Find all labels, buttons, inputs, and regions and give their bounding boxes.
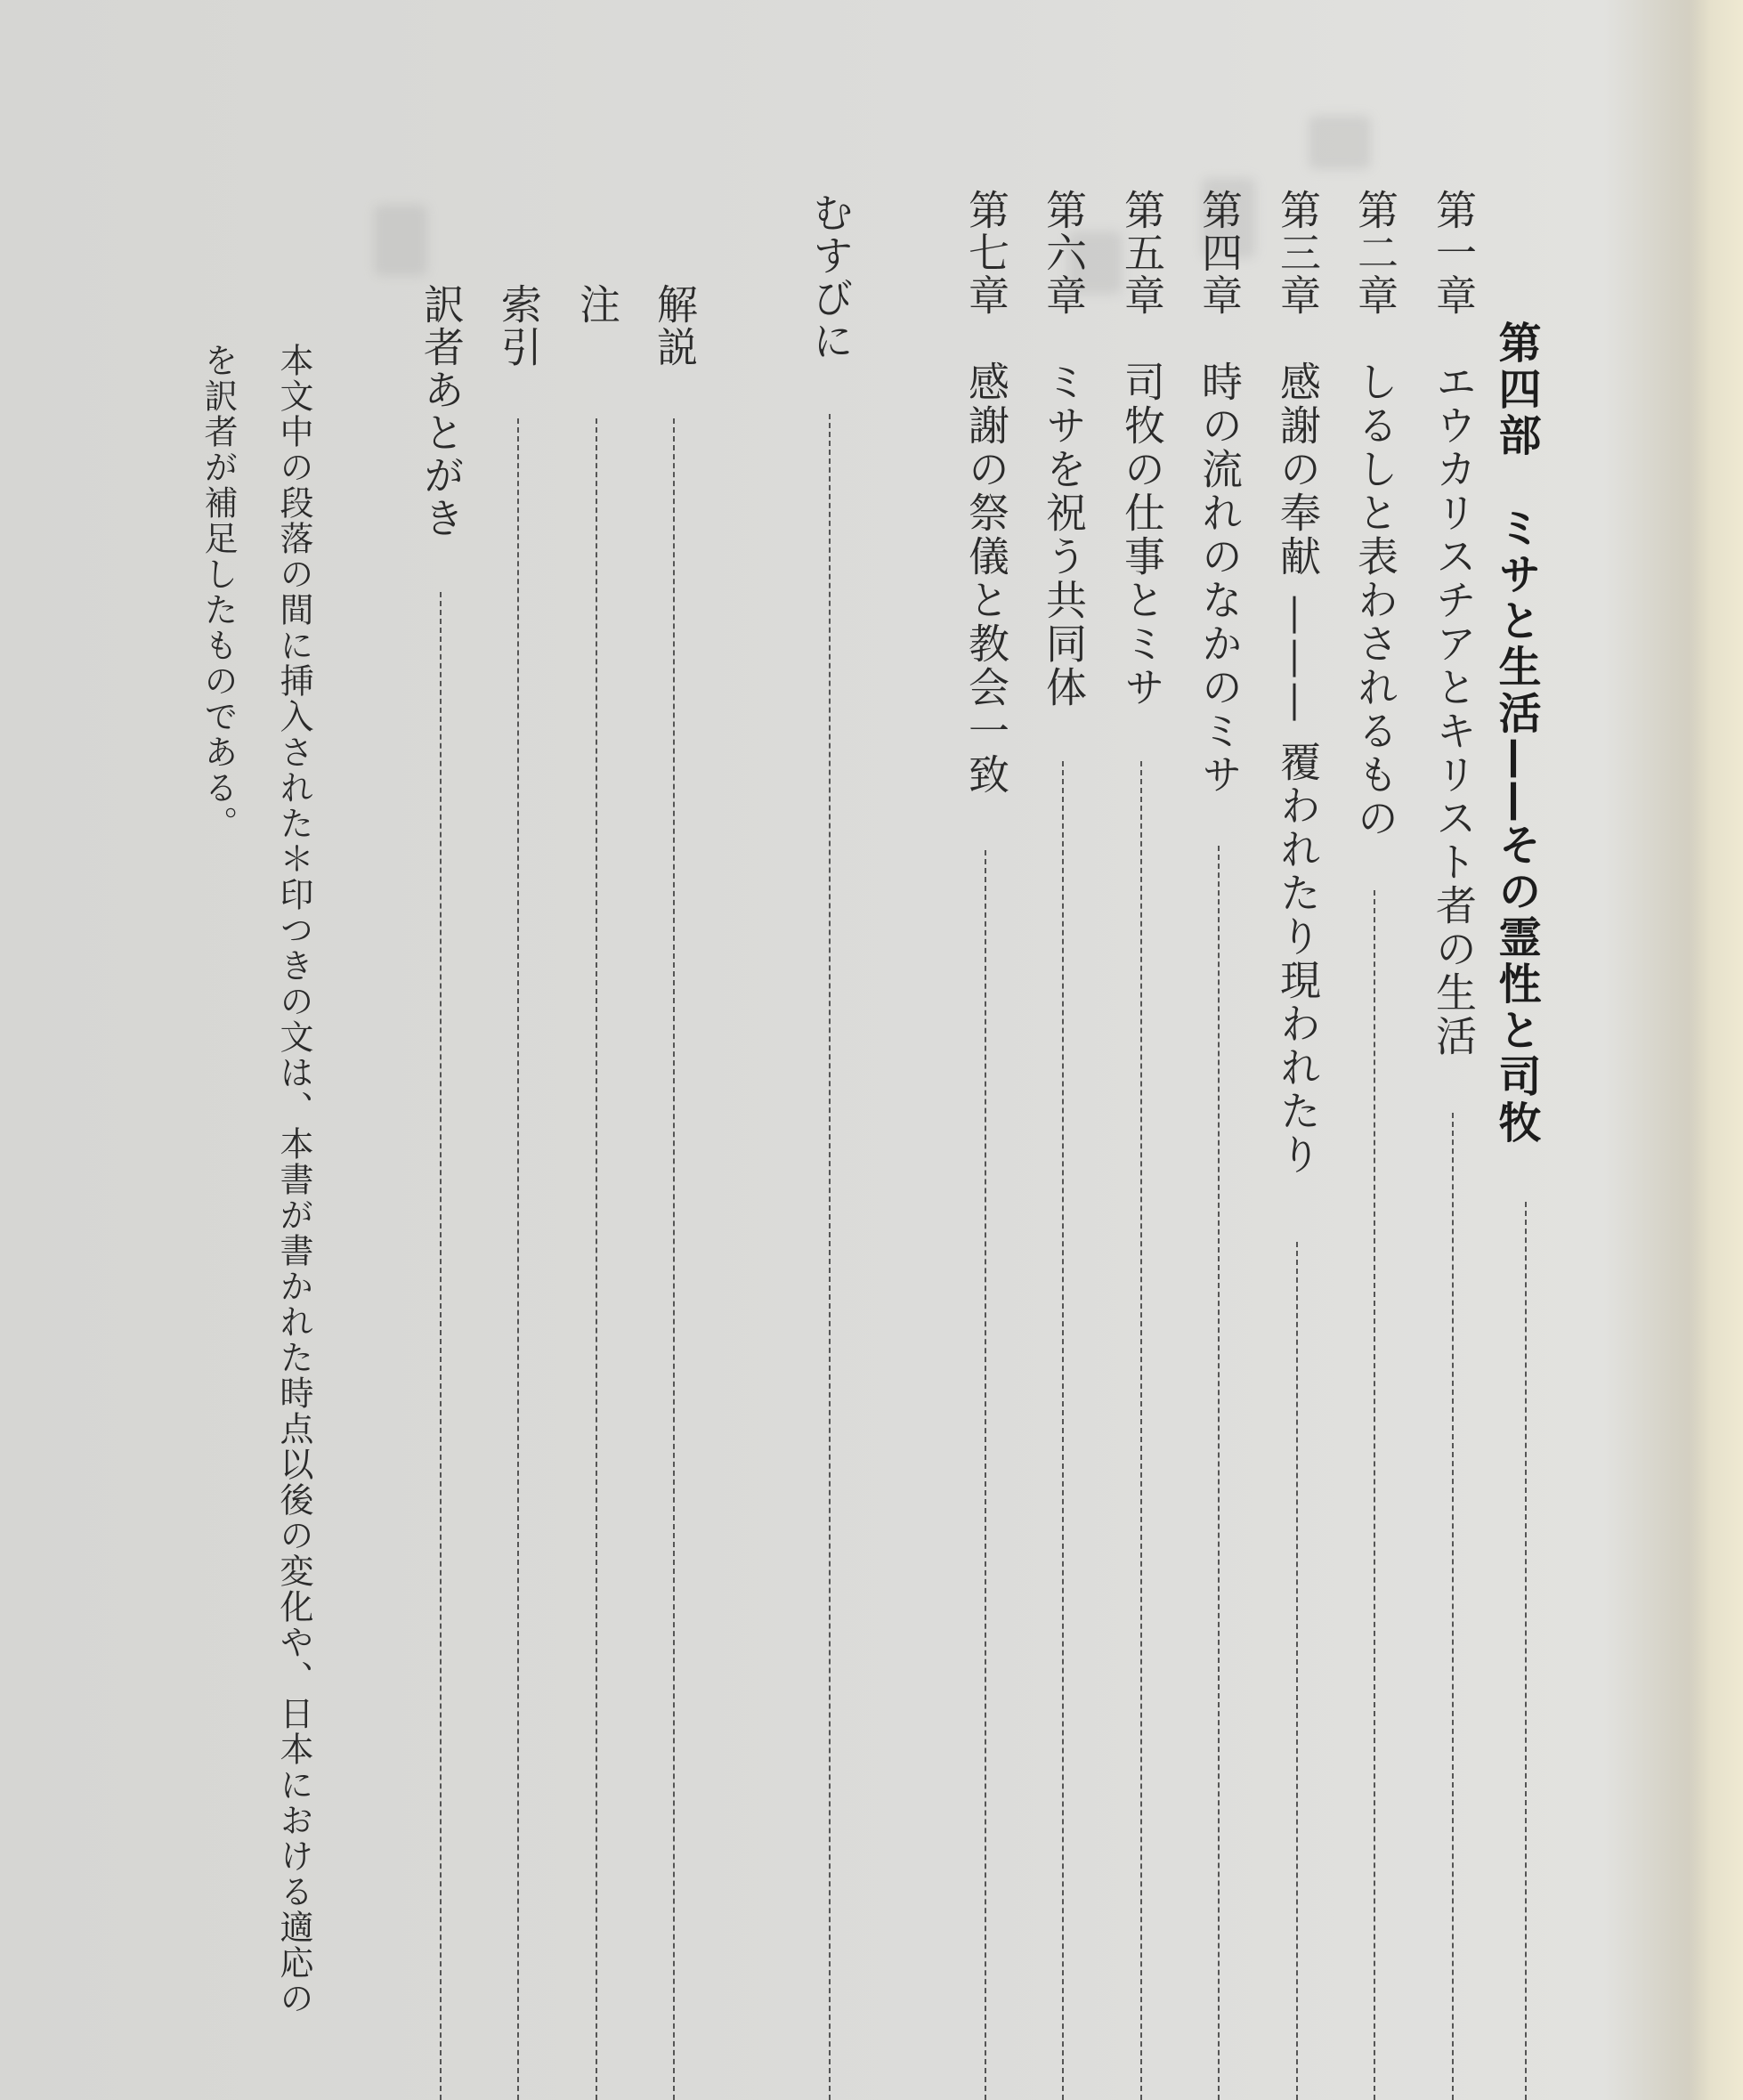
- back-matter-label: むすびに: [807, 191, 855, 362]
- chapter-number: 第二章: [1351, 189, 1399, 317]
- back-matter-label: 索引: [495, 283, 543, 369]
- back-matter-label: 解説: [651, 283, 699, 369]
- chapter-title: 時の流れのなかのミサ: [1196, 361, 1244, 797]
- note-line-1: 本文中の段落の間に挿入された＊印つきの文は、本書が書かれた時点以後の変化や、日本における適応の: [274, 343, 313, 2016]
- part-number: 第四部: [1491, 320, 1541, 459]
- chapter-number: 第四章: [1196, 189, 1244, 317]
- chapter-title: エウカリスチアとキリスト者の生活: [1430, 361, 1478, 1058]
- chapter-4[interactable]: [1188, 0, 1251, 2100]
- chapter-number: 第七章: [962, 189, 1010, 317]
- back-matter-notes[interactable]: [566, 0, 628, 2100]
- note-line-2: を訳者が補足したものである。: [199, 343, 238, 841]
- chapter-2[interactable]: [1344, 0, 1407, 2100]
- dotted-leader: [1218, 846, 1220, 2100]
- chapter-title: 司牧の仕事とミサ: [1118, 361, 1166, 709]
- dotted-leader: [1452, 1113, 1454, 2100]
- part-title: ミサと生活: [1491, 506, 1541, 737]
- part-subtitle: その霊性と司牧: [1491, 823, 1541, 1147]
- back-matter-index[interactable]: [488, 0, 550, 2100]
- dotted-leader: [673, 418, 675, 2100]
- chapter-6[interactable]: [1033, 0, 1095, 2100]
- part-leader-col: [1496, 0, 1558, 2100]
- chapter-number: 第一章: [1430, 189, 1478, 317]
- back-matter-label: 訳者あとがき: [418, 283, 466, 539]
- dotted-leader: [1296, 1242, 1298, 2100]
- dotted-leader: [985, 850, 986, 2100]
- chapter-1[interactable]: [1423, 0, 1485, 2100]
- chapter-number: 第三章: [1274, 189, 1322, 317]
- dotted-leader: [829, 414, 831, 2100]
- chapter-title: ミサを祝う共同体: [1040, 361, 1088, 709]
- dotted-leader: [517, 418, 519, 2100]
- dotted-leader: [1374, 890, 1375, 2100]
- part-dash: ——: [1491, 737, 1541, 823]
- back-matter-afterword[interactable]: [410, 0, 473, 2100]
- back-matter-commentary[interactable]: [644, 0, 706, 2100]
- chapter-7[interactable]: [955, 0, 1017, 2100]
- dotted-leader: [1140, 761, 1142, 2100]
- dotted-leader: [1525, 1202, 1527, 2100]
- chapter-title: 感謝の祭儀と教会一致: [962, 361, 1010, 797]
- page-edge: [1690, 0, 1743, 2100]
- dotted-leader: [1062, 761, 1064, 2100]
- chapter-title: 感謝の奉献 ——— 覆われたり現われたり: [1274, 361, 1322, 1178]
- chapter-5[interactable]: [1111, 0, 1173, 2100]
- dotted-leader: [440, 592, 442, 2100]
- chapter-number: 第五章: [1118, 189, 1166, 317]
- back-matter-label: 注: [573, 283, 621, 326]
- back-matter-conclusion[interactable]: [799, 0, 862, 2100]
- chapter-3[interactable]: [1267, 0, 1329, 2100]
- chapter-number: 第六章: [1040, 189, 1088, 317]
- dotted-leader: [596, 418, 597, 2100]
- chapter-title: しるしと表わされるもの: [1351, 361, 1399, 840]
